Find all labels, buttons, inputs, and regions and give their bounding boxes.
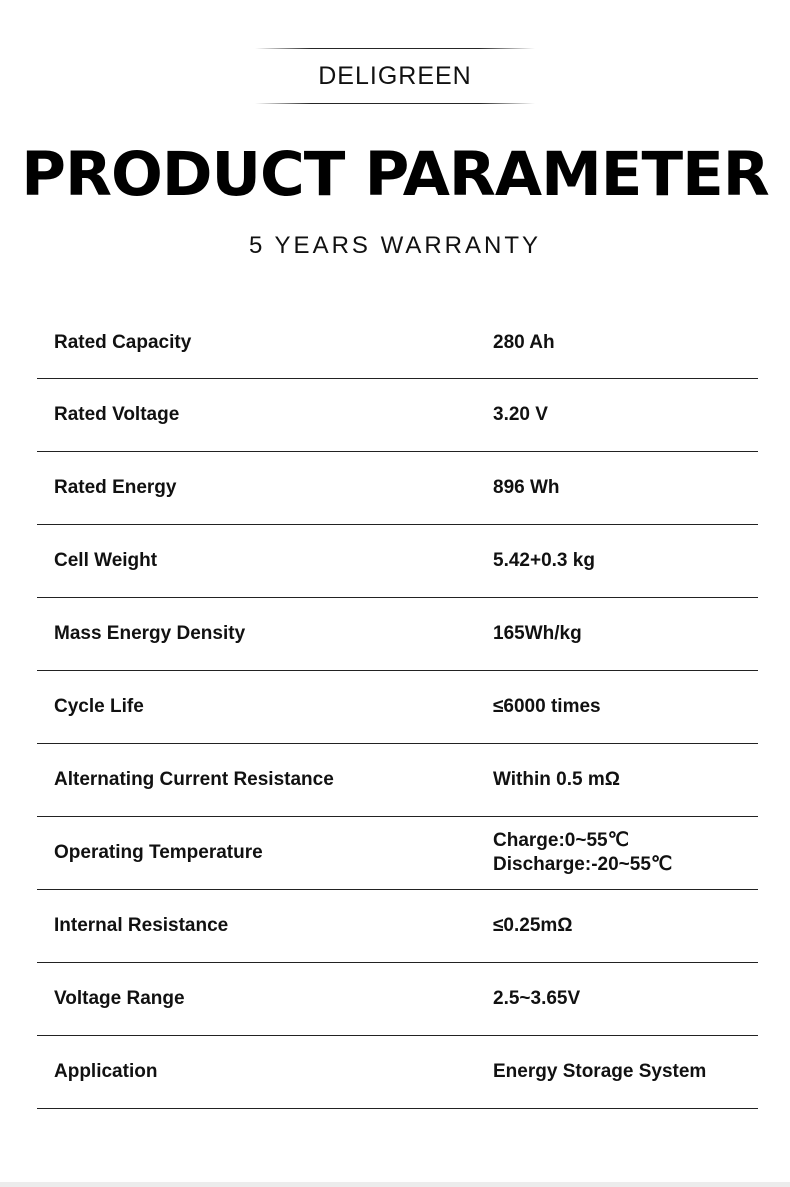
spec-value: 280 Ah — [493, 331, 555, 353]
spec-value: 5.42+0.3 kg — [493, 550, 595, 571]
spec-value: ≤0.25mΩ — [493, 915, 573, 936]
spec-row-rated-energy — [37, 452, 758, 525]
spec-row-rated-voltage — [37, 379, 758, 452]
spec-value: Charge:0~55℃ Discharge:-20~55℃ — [493, 830, 673, 875]
spec-row-cycle-life — [37, 671, 758, 744]
spec-table — [37, 307, 758, 1109]
spec-row-mass-energy-density — [37, 598, 758, 671]
spec-value: ≤6000 times — [493, 696, 601, 717]
spec-label: Cycle Life — [54, 696, 144, 717]
spec-label: Alternating Current Resistance — [54, 769, 334, 790]
spec-row-voltage-range — [37, 963, 758, 1036]
spec-label: Voltage Range — [54, 988, 185, 1009]
spec-label: Rated Capacity — [54, 331, 192, 353]
brand-divider-bottom — [255, 103, 535, 104]
spec-value: 165Wh/kg — [493, 623, 582, 644]
spec-label: Cell Weight — [54, 550, 158, 571]
brand-block — [0, 46, 790, 106]
spec-label: Rated Voltage — [54, 404, 180, 425]
warranty-subtitle: 5 YEARS WARRANTY — [248, 232, 542, 259]
spec-row-rated-capacity — [37, 307, 758, 379]
spec-label: Rated Energy — [54, 477, 177, 498]
bottom-strip — [0, 1182, 790, 1187]
spec-row-application — [37, 1036, 758, 1109]
spec-row-ac-resistance — [37, 744, 758, 817]
brand-name: DELIGREEN — [318, 62, 472, 90]
brand-divider-top — [255, 48, 535, 49]
spec-value: 2.5~3.65V — [493, 988, 581, 1009]
spec-label: Application — [54, 1061, 158, 1082]
spec-row-cell-weight — [37, 525, 758, 598]
spec-row-operating-temperature — [37, 817, 758, 890]
spec-row-internal-resistance — [37, 890, 758, 963]
spec-value: 896 Wh — [493, 477, 560, 498]
spec-value: 3.20 V — [493, 404, 548, 425]
spec-label: Internal Resistance — [54, 915, 229, 936]
spec-value: Within 0.5 mΩ — [493, 769, 620, 790]
spec-value: Energy Storage System — [493, 1061, 707, 1082]
page-title: PRODUCT PARAMETER — [21, 139, 769, 210]
spec-label: Mass Energy Density — [54, 623, 246, 644]
spec-label: Operating Temperature — [54, 842, 263, 863]
